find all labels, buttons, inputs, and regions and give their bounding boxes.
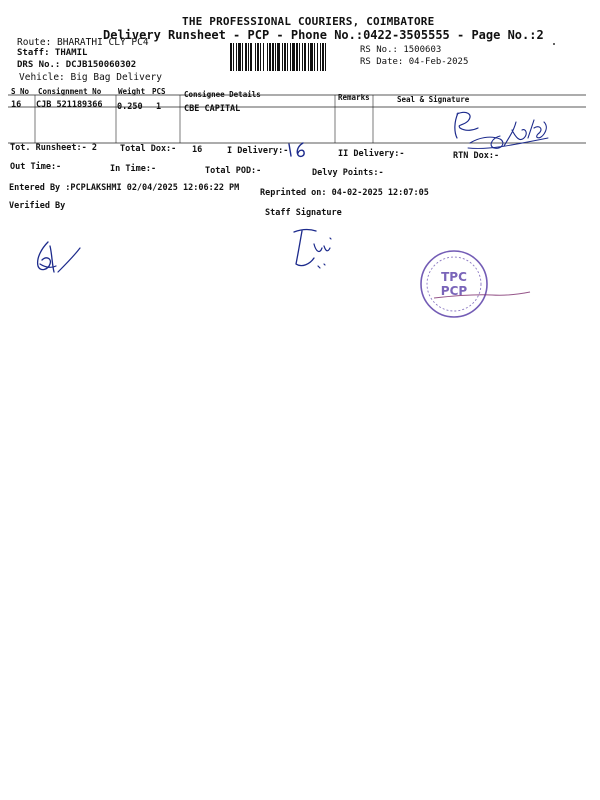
delvy-points-label: Delvy Points:-	[312, 168, 384, 178]
row-pcs: 1	[156, 102, 162, 112]
barcode	[230, 43, 354, 71]
stamp-signature-stroke	[432, 288, 532, 304]
total-pod-label: Total POD:-	[205, 166, 262, 176]
rtn-dox-label: RTN Dox:-	[453, 151, 500, 161]
ii-delivery-label: II Delivery:-	[338, 149, 405, 159]
verified-by-signature	[30, 238, 85, 280]
out-time-label: Out Time:-	[10, 162, 62, 172]
staff-signature	[288, 224, 338, 272]
reprinted-on: Reprinted on: 04-02-2025 12:07:05	[260, 188, 429, 198]
drs-number: DRS No.: DCJB150060302	[17, 60, 137, 70]
col-header-weight: Weight	[118, 87, 146, 96]
company-name: THE PROFESSIONAL COURIERS, COIMBATORE	[182, 15, 435, 28]
runsheet-title: Delivery Runsheet - PCP - Phone No.:0422-3505555 - Page No.:2	[103, 28, 544, 42]
entered-by: Entered By :PCPLAKSHMI 02/04/2025 12:06:22 PM	[9, 183, 240, 193]
i-delivery-label: I Delivery:-	[227, 146, 289, 156]
rs-date: RS Date: 04-Feb-2025	[360, 57, 469, 67]
col-header-pcs: PCS	[152, 87, 166, 96]
route-label: Route: BHARATHI CLY PC4	[17, 37, 149, 48]
staff-label: Staff: THAMIL	[17, 48, 88, 58]
row-consignment-no: CJB 521189366	[36, 100, 103, 110]
total-dox-label: Total Dox:-	[120, 144, 177, 154]
vehicle-label: Vehicle: Big Bag Delivery	[19, 72, 162, 83]
col-header-remarks: Remarks	[338, 93, 370, 102]
row-consignee: CBE CAPITAL	[184, 104, 241, 114]
verified-by-label: Verified By	[9, 201, 66, 211]
row-weight: 0.250	[117, 102, 143, 112]
col-header-s-no: S No	[11, 87, 30, 96]
dot-mark	[553, 43, 555, 45]
col-header-consignment-no: Consignment No	[38, 87, 102, 96]
stamp-text-top: TPC	[441, 270, 467, 284]
total-dox-value: 16	[192, 145, 203, 155]
col-header-consignee-details: Consignee Details	[184, 90, 261, 99]
in-time-label: In Time:-	[110, 164, 157, 174]
staff-signature-label: Staff Signature	[265, 208, 342, 218]
company-stamp	[418, 248, 490, 320]
col-header-seal-signature: Seal & Signature	[397, 95, 470, 104]
seal-column-signature	[448, 108, 558, 166]
row-s-no: 16	[11, 100, 22, 110]
stamp-text-bottom: PCP	[440, 284, 468, 298]
rs-number: RS No.: 1500603	[360, 45, 442, 55]
tot-runsheet: Tot. Runsheet:- 2	[10, 143, 97, 153]
handwritten-i-delivery-count	[285, 141, 311, 159]
